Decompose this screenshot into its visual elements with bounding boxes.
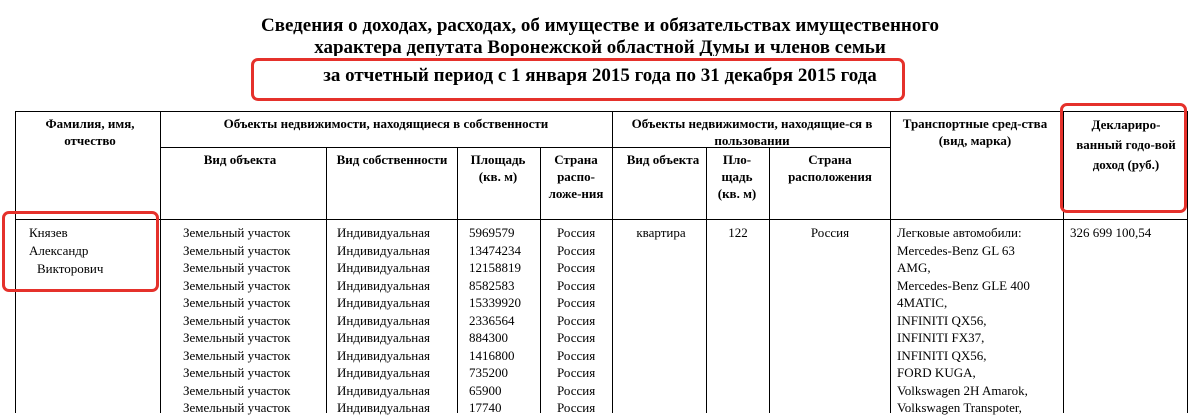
header-bottom-border (15, 219, 1187, 220)
header-used-country: Страна расположения (788, 152, 872, 184)
header-owned-ownership: Вид собственности (336, 152, 448, 167)
transport-item: INFINITI QX56, (897, 312, 987, 328)
header-transport: Транспортные сред-ства (вид, марка) (902, 116, 1048, 148)
transport-list (897, 224, 1057, 417)
table-right-border (1187, 111, 1188, 413)
transport-item: INFINITI QX56, (897, 347, 987, 363)
declared-income-value: 326 699 100,54 (1070, 225, 1152, 240)
header-declared-income: Деклариро-ванный годо-вой доход (руб.) (1076, 117, 1176, 172)
col-divider (706, 147, 707, 413)
owned-area-item: 12158819 (469, 260, 521, 275)
transport-item: FORD KUGA, (897, 365, 976, 380)
owned-country-item: Россия (557, 242, 596, 258)
owned-country-item: Россия (557, 277, 596, 293)
table-left-border (15, 111, 16, 413)
person-patronymic: Викторович (37, 261, 104, 276)
owned-ownership-item: Индивидуальная (337, 242, 430, 258)
used-type: квартира (636, 225, 686, 240)
transport-item: Mercedes-Benz GLE 400 (897, 277, 1030, 293)
owned-ownership-item: Индивидуальная (337, 295, 430, 310)
owned-type-list (183, 224, 323, 417)
owned-country-item: Россия (557, 312, 596, 328)
owned-type-item: Земельный участок (183, 382, 291, 398)
owned-area-item: 2336564 (469, 312, 515, 328)
transport-item: INFINITI FX37, (897, 330, 985, 345)
owned-country-item: Россия (557, 295, 596, 310)
header-owned-area: Площадь (кв. м) (470, 152, 526, 184)
owned-area-list (469, 224, 539, 417)
col-divider (769, 147, 770, 413)
owned-area-item: 1416800 (469, 347, 515, 363)
owned-ownership-item: Индивидуальная (337, 260, 430, 275)
owned-area-item: 735200 (469, 365, 508, 380)
owned-ownership-item: Индивидуальная (337, 312, 430, 328)
owned-country-item: Россия (557, 347, 596, 363)
owned-type-item: Земельный участок (183, 312, 291, 328)
col-divider (612, 111, 613, 413)
owned-ownership-item: Индивидуальная (337, 400, 430, 415)
person-name (29, 224, 157, 278)
header-owned-property: Объекты недвижимости, находящиеся в собственности (223, 116, 549, 131)
person-last-name: Князев (29, 225, 68, 240)
owned-type-item: Земельный участок (183, 260, 291, 275)
owned-type-item: Земельный участок (183, 277, 291, 293)
owned-ownership-item: Индивидуальная (337, 347, 430, 363)
header-owned-country: Страна распо-ложе-ния (548, 152, 604, 201)
col-divider (890, 111, 891, 413)
header-used-property: Объекты недвижимости, находящие-ся в пользовании (631, 116, 873, 148)
owned-area-item: 5969579 (469, 225, 515, 240)
owned-type-item: Земельный участок (183, 347, 291, 363)
owned-ownership-item: Индивидуальная (337, 277, 430, 293)
col-divider (457, 147, 458, 413)
owned-area-item: 8582583 (469, 277, 515, 293)
header-owned-type: Вид объекта (203, 152, 277, 167)
owned-ownership-item: Индивидуальная (337, 382, 430, 398)
transport-item: Легковые автомобили: (897, 225, 1022, 240)
owned-ownership-item: Индивидуальная (337, 330, 430, 345)
owned-area-item: 13474234 (469, 242, 521, 258)
col-divider (1063, 111, 1064, 413)
transport-item: Volkswagen Transpoter, (897, 400, 1022, 415)
used-area: 122 (728, 225, 748, 240)
owned-country-item: Россия (557, 260, 596, 275)
transport-item: AMG, (897, 260, 931, 275)
owned-area-item: 65900 (469, 382, 502, 398)
col-divider (160, 111, 161, 413)
owned-country-item: Россия (557, 225, 596, 240)
table-top-border (15, 111, 1187, 112)
owned-type-item: Земельный участок (183, 330, 291, 345)
transport-item: Mercedes-Benz GL 63 (897, 242, 1015, 258)
owned-ownership-item: Индивидуальная (337, 365, 430, 380)
owned-type-item: Земельный участок (183, 295, 291, 310)
header-used-type: Вид объекта (626, 152, 700, 167)
header-name: Фамилия, имя, отчество (45, 116, 135, 148)
document-title-line-2: характера депутата Воронежской областной Думы и членов семьи (314, 37, 886, 56)
document-title-line-1: Сведения о доходах, расходах, об имуществе и обязательствах имущественного (260, 15, 939, 36)
document-title-period: за отчетный период с 1 января 2015 года по 31 декабря 2015 года (323, 65, 877, 86)
owned-ownership-list (337, 224, 455, 417)
used-country: Россия (810, 225, 850, 240)
header-used-area: Пло-щадь (кв. м) (717, 152, 757, 201)
owned-country-list (557, 224, 611, 417)
col-divider (326, 147, 327, 413)
owned-type-item: Земельный участок (183, 225, 291, 240)
owned-country-item: Россия (557, 382, 596, 398)
owned-area-item: 15339920 (469, 295, 521, 310)
owned-country-item: Россия (557, 400, 596, 415)
owned-area-item: 884300 (469, 330, 508, 345)
owned-area-item: 17740 (469, 400, 502, 415)
owned-type-item: Земельный участок (183, 242, 291, 258)
owned-ownership-item: Индивидуальная (337, 225, 430, 240)
transport-item: Volkswagen 2H Amarok, (897, 382, 1028, 398)
owned-type-item: Земельный участок (183, 400, 291, 415)
col-divider (540, 147, 541, 413)
person-first-name: Александр (29, 243, 89, 258)
transport-item: 4MATIC, (897, 295, 948, 310)
owned-country-item: Россия (557, 330, 596, 345)
owned-country-item: Россия (557, 365, 596, 380)
owned-type-item: Земельный участок (183, 365, 291, 380)
